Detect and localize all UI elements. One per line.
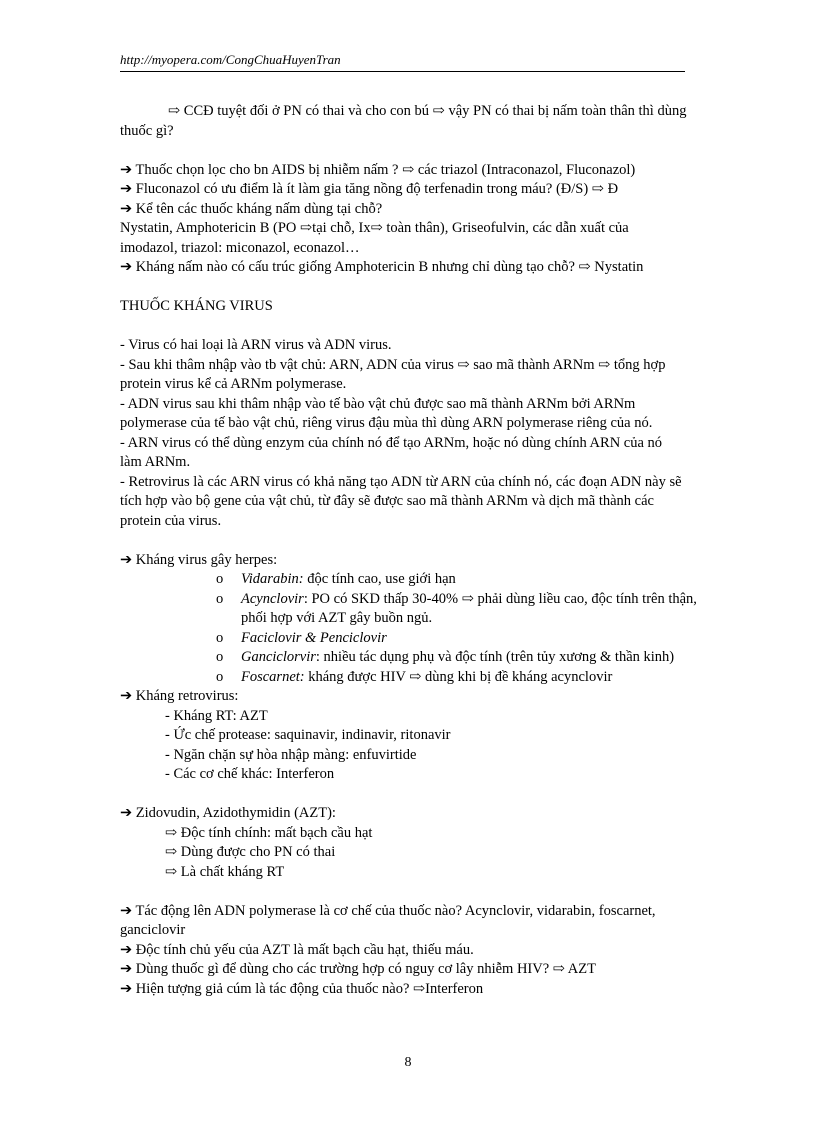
bullet-circle: o	[216, 590, 224, 607]
drug-name: Acynclovir	[241, 590, 304, 607]
question-line: ➔ Độc tính chủ yếu của AZT là mất bạch cầu hạt, thiếu máu.	[120, 941, 474, 958]
text-line: ganciclovir	[120, 922, 186, 938]
drug-desc: kháng được HIV ⇨ dùng khi bị đề kháng acynclovir	[304, 668, 613, 685]
text-line: thuốc gì?	[120, 122, 174, 139]
text-line: protein virus kể cả ARNm polymerase.	[120, 376, 347, 392]
text-line: - ARN virus có thể dùng enzym của chính nó để tạo ARNm, hoặc nó dùng chính ARN của nó	[120, 434, 663, 451]
list-item	[120, 590, 748, 629]
text-line: polymerase của tế bào vật chủ, riêng virus đậu mùa thì dùng ARN polymerase riêng của nó.	[120, 415, 653, 431]
document-body	[120, 102, 748, 999]
list-item	[120, 629, 748, 649]
bullet-circle: o	[216, 571, 224, 587]
question-line: ➔ Kháng nấm nào có cấu trúc giống Amphotericin B nhưng chỉ dùng tạo chỗ? ⇨ Nystatin	[120, 259, 644, 275]
text-line: - Virus có hai loại là ARN virus và ADN virus.	[120, 337, 392, 353]
list-heading: ➔ Zidovudin, Azidothymidin (AZT):	[120, 805, 336, 821]
list-item: ⇨ Dùng được cho PN có thai	[165, 844, 336, 860]
text-line: làm ARNm.	[120, 454, 191, 470]
list-item: - Kháng RT: AZT	[165, 707, 268, 724]
list-item	[120, 668, 748, 688]
question-line: ➔ Hiện tượng giả cúm là tác động của thuốc nào? ⇨Interferon	[120, 980, 484, 997]
drug-name: Ganciclorvir	[241, 649, 316, 665]
text-line: ⇨ CCĐ tuyệt đối ở PN có thai và cho con bú ⇨ vậy PN có thai bị nấm toàn thân thì dùng	[168, 103, 687, 119]
page-number: 8	[404, 1055, 412, 1070]
question-line: ➔ Tác động lên ADN polymerase là cơ chế của thuốc nào? Acynclovir, vidarabin, foscarnet,	[120, 902, 656, 919]
text-line: tích hợp vào bộ gene của vật chủ, từ đây sẽ được sao mã thành ARNm và dịch mã thành các	[120, 493, 654, 509]
question-line: ➔ Thuốc chọn lọc cho bn AIDS bị nhiễm nấm ? ⇨ các triazol (Intraconazol, Fluconazol)	[120, 161, 636, 178]
list-item: - Ngăn chặn sự hòa nhập màng: enfuvirtide	[165, 746, 417, 763]
drug-name: Faciclovir & Penciclovir	[241, 629, 387, 646]
list-item	[120, 648, 748, 668]
text-line: - ADN virus sau khi thâm nhập vào tế bào vật chủ được sao mã thành ARNm bởi ARNm	[120, 395, 636, 412]
header-rule	[120, 71, 685, 72]
text-line: - Retrovirus là các ARN virus có khả năng tạo ADN từ ARN của chính nó, các đoạn ADN này sẽ	[120, 473, 682, 490]
question-line: ➔ Dùng thuốc gì để dùng cho các trường hợp có nguy cơ lây nhiễm HIV? ⇨ AZT	[120, 961, 596, 977]
drug-desc-cont: phối hợp với AZT gây buồn ngủ.	[241, 610, 433, 626]
bullet-circle: o	[216, 649, 224, 665]
bullet-circle: o	[216, 668, 224, 685]
list-heading: ➔ Kháng virus gây herpes:	[120, 551, 278, 568]
drug-desc: độc tính cao, use giới hạn	[303, 571, 456, 587]
list-item: - Các cơ chế khác: Interferon	[165, 766, 335, 782]
drug-name: Vidarabin:	[241, 571, 304, 587]
list-item	[120, 570, 748, 590]
text-line: - Sau khi thâm nhập vào tb vật chủ: ARN, ADN của virus ⇨ sao mã thành ARNm ⇨ tổng hợp	[120, 356, 666, 373]
list-item: ⇨ Là chất kháng RT	[165, 863, 285, 880]
question-line: ➔ Fluconazol có ưu điểm là ít làm gia tăng nồng độ terfenadin trong máu? (Đ/S) ⇨ Đ	[120, 181, 619, 197]
list-item: ⇨ Độc tính chính: mất bạch cầu hạt	[165, 824, 373, 841]
drug-name: Foscarnet:	[241, 668, 305, 685]
bullet-circle: o	[216, 629, 224, 646]
question-line: ➔ Kể tên các thuốc kháng nấm dùng tại chỗ?	[120, 200, 383, 217]
list-item: - Ức chế protease: saquinavir, indinavir, ritonavir	[165, 727, 451, 743]
section-title: THUỐC KHÁNG VIRUS	[120, 298, 273, 314]
text-line: imodazol, triazol: miconazol, econazol…	[120, 239, 360, 256]
text-line: Nystatin, Amphotericin B (PO ⇨tại chỗ, Ix⇨ toàn thân), Griseofulvin, các dẫn xuất của	[120, 220, 629, 236]
text-line: protein của virus.	[120, 512, 222, 529]
drug-desc: : PO có SKD thấp 30-40% ⇨ phải dùng liều cao, độc tính trên thận,	[303, 590, 697, 607]
list-heading: ➔ Kháng retrovirus:	[120, 688, 239, 704]
page-header-url: http://myopera.com/CongChuaHuyenTran	[120, 52, 341, 67]
drug-desc: : nhiều tác dụng phụ và độc tính (trên tủy xương & thần kinh)	[315, 649, 675, 665]
